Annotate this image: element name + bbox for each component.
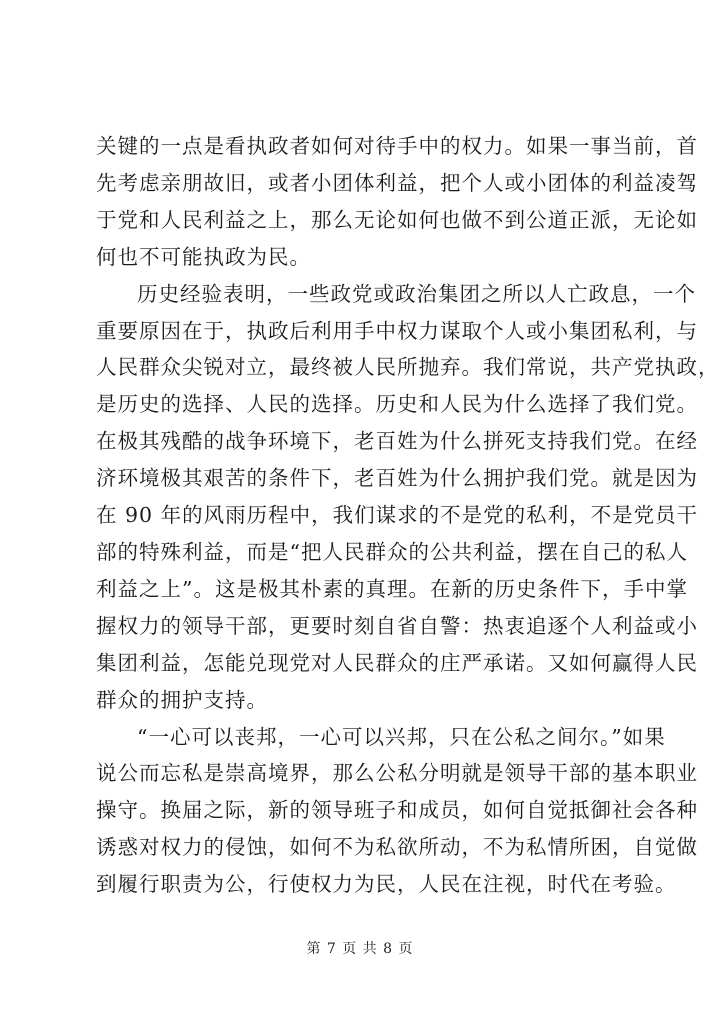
text-line: 何也不可能执政为民。 <box>96 244 311 269</box>
text-line: 历史经验表明，一些政党或政治集团之所以人亡政息，一个 <box>137 281 696 306</box>
text-line: 在 90 年的风雨历程中，我们谋求的不是党的私利，不是党员干 <box>96 503 699 528</box>
page-number-footer: 第 7 页 共 8 页 <box>306 941 414 957</box>
text-line: 关键的一点是看执政者如何对待手中的权力。如果一事当前，首 <box>96 134 698 158</box>
text-line: 人民群众尖锐对立，最终被人民所抛弃。我们常说，共产党执政， <box>96 355 720 380</box>
text-line: 说公而忘私是崇高境界，那么公私分明就是领导干部的基本职业 <box>96 761 698 786</box>
text-line: 先考虑亲朋故旧，或者小团体利益，把个人或小团体的利益凌驾 <box>96 170 698 195</box>
text-line: 部的特殊利益，而是“把人民群众的公共利益，摆在自己的私人 <box>96 539 688 564</box>
text-line: 在极其残酷的战争环境下，老百姓为什么拼死支持我们党。在经 <box>96 429 698 454</box>
text-line: 重要原因在于，执政后利用手中权力谋取个人或小集团私利，与 <box>96 318 698 343</box>
text-line: 握权力的领导干部，更要时刻自省自警：热衷追逐个人利益或小 <box>96 613 698 638</box>
text-line: “一心可以丧邦，一心可以兴邦，只在公私之间尔。”如果 <box>137 724 666 749</box>
document-body <box>96 128 720 903</box>
paragraph-2 <box>96 276 720 719</box>
text-line: 利益之上”。这是极其朴素的真理。在新的历史条件下，手中掌 <box>96 576 688 601</box>
text-line: 是历史的选择、人民的选择。历史和人民为什么选择了我们党。 <box>96 392 698 417</box>
text-line: 群众的拥护支持。 <box>96 687 268 712</box>
text-line: 诱惑对权力的侵蚀，如何不为私欲所动，不为私情所困，自觉做 <box>96 835 698 860</box>
text-line: 操守。换届之际，新的领导班子和成员，如何自觉抵御社会各种 <box>96 798 698 823</box>
text-line: 集团利益，怎能兑现党对人民群众的庄严承诺。又如何赢得人民 <box>96 650 698 675</box>
text-line: 济环境极其艰苦的条件下，老百姓为什么拥护我们党。就是因为 <box>96 466 698 491</box>
text-line: 到履行职责为公，行使权力为民，人民在注视，时代在考验。 <box>96 872 677 897</box>
paragraph-1 <box>96 128 698 276</box>
paragraph-3 <box>96 719 698 904</box>
text-line: 于党和人民利益之上，那么无论如何也做不到公道正派，无论如 <box>96 207 698 232</box>
